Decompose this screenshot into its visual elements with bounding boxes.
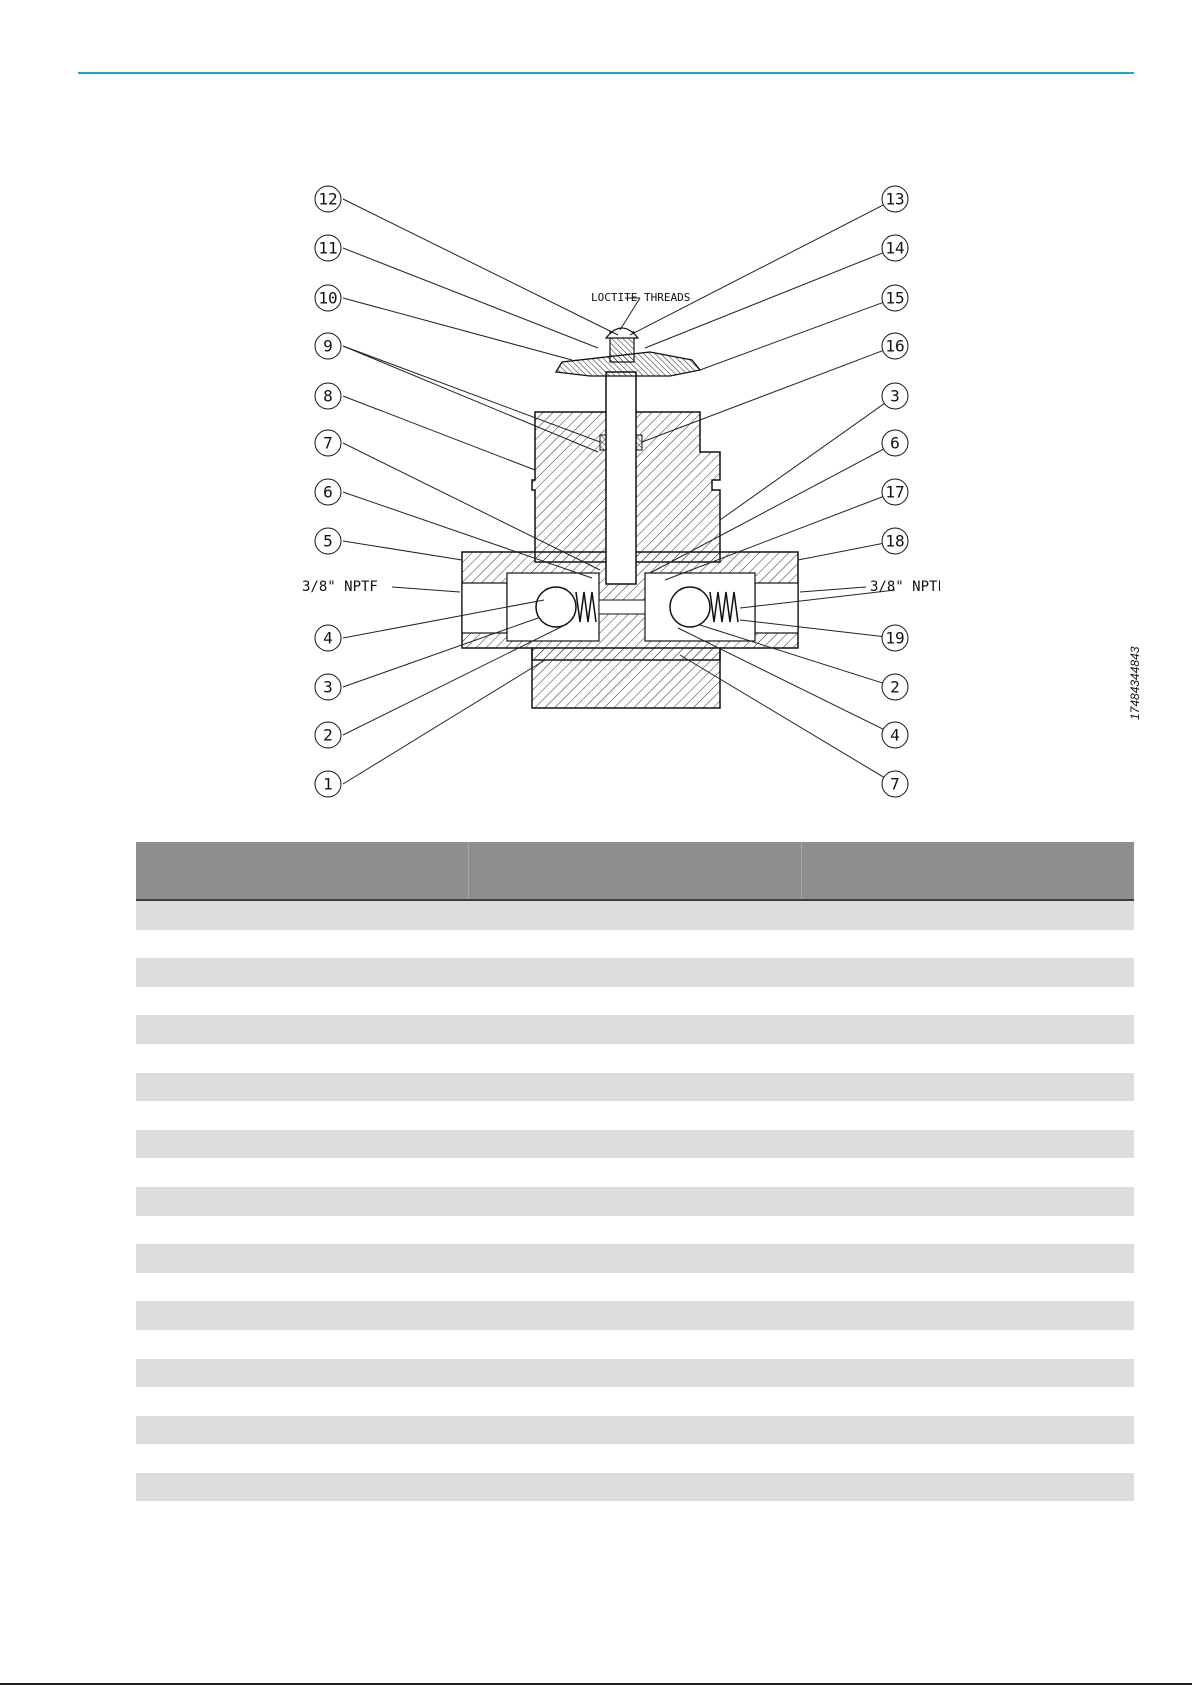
table-row bbox=[136, 1473, 1134, 1502]
svg-text:13: 13 bbox=[885, 189, 905, 209]
table-cell bbox=[136, 1301, 469, 1330]
table-cell bbox=[801, 1216, 1134, 1245]
table-row bbox=[136, 1416, 1134, 1445]
callout-bubble bbox=[882, 625, 908, 651]
callout-bubble bbox=[882, 771, 908, 797]
table-cell bbox=[469, 1273, 802, 1302]
table-row bbox=[136, 1158, 1134, 1187]
table-cell bbox=[136, 1387, 469, 1416]
svg-text:17: 17 bbox=[885, 482, 905, 502]
table-cell bbox=[801, 1158, 1134, 1187]
callout-bubble bbox=[315, 186, 341, 212]
table-header-cell bbox=[136, 842, 468, 899]
svg-text:7: 7 bbox=[890, 774, 900, 794]
packing-right bbox=[636, 435, 642, 450]
callout-bubble bbox=[315, 333, 341, 359]
table-cell bbox=[136, 1158, 469, 1187]
table-row bbox=[136, 1444, 1134, 1473]
table-cell bbox=[801, 1244, 1134, 1273]
table-cell bbox=[469, 958, 802, 987]
table-cell bbox=[136, 1444, 469, 1473]
table-cell bbox=[801, 958, 1134, 987]
callout-bubble bbox=[315, 383, 341, 409]
table-cell bbox=[136, 1101, 469, 1130]
svg-text:7: 7 bbox=[323, 433, 333, 453]
table-cell bbox=[136, 1330, 469, 1359]
table-row bbox=[136, 1359, 1134, 1388]
left-ball bbox=[536, 587, 576, 627]
table-cell bbox=[801, 1416, 1134, 1445]
table-cell bbox=[469, 1330, 802, 1359]
table-cell bbox=[136, 1187, 469, 1216]
svg-text:15: 15 bbox=[885, 288, 905, 308]
table-cell bbox=[469, 1301, 802, 1330]
table-row bbox=[136, 1273, 1134, 1302]
callout-bubble bbox=[315, 722, 341, 748]
table-cell bbox=[136, 987, 469, 1016]
table-cell bbox=[801, 1501, 1134, 1530]
table-cell bbox=[801, 1187, 1134, 1216]
table-cell bbox=[801, 1273, 1134, 1302]
table-body bbox=[136, 901, 1134, 1530]
table-row bbox=[136, 1387, 1134, 1416]
table-cell bbox=[801, 1473, 1134, 1502]
table-cell bbox=[469, 1416, 802, 1445]
table-cell bbox=[136, 1216, 469, 1245]
callout-bubble bbox=[315, 625, 341, 651]
table-cell bbox=[469, 1244, 802, 1273]
svg-text:6: 6 bbox=[323, 482, 333, 502]
table-cell bbox=[469, 930, 802, 959]
svg-text:10: 10 bbox=[318, 288, 338, 308]
table-cell bbox=[469, 1187, 802, 1216]
callout-bubble bbox=[882, 333, 908, 359]
svg-text:3: 3 bbox=[890, 386, 900, 406]
loctite-note: LOCTITE THREADS bbox=[591, 291, 691, 304]
svg-text:19: 19 bbox=[885, 628, 905, 648]
svg-text:4: 4 bbox=[890, 725, 900, 745]
packing-left bbox=[600, 435, 606, 450]
table-cell bbox=[136, 1015, 469, 1044]
svg-text:8: 8 bbox=[323, 386, 333, 406]
callout-bubble bbox=[882, 430, 908, 456]
svg-text:5: 5 bbox=[323, 531, 333, 551]
table-cell bbox=[136, 958, 469, 987]
table-cell bbox=[801, 987, 1134, 1016]
svg-text:6: 6 bbox=[890, 433, 900, 453]
table-row bbox=[136, 1330, 1134, 1359]
port-arrow-left bbox=[392, 587, 460, 592]
bottom-block bbox=[532, 648, 720, 708]
table-row bbox=[136, 958, 1134, 987]
table-cell bbox=[801, 1444, 1134, 1473]
stem bbox=[606, 372, 636, 584]
table-cell bbox=[469, 1130, 802, 1159]
table-cell bbox=[136, 1273, 469, 1302]
table-cell bbox=[469, 1359, 802, 1388]
svg-text:2: 2 bbox=[323, 725, 333, 745]
table-cell bbox=[801, 901, 1134, 930]
table-row bbox=[136, 930, 1134, 959]
table-row bbox=[136, 1216, 1134, 1245]
table-cell bbox=[136, 1473, 469, 1502]
table-cell bbox=[469, 1473, 802, 1502]
table-cell bbox=[801, 1073, 1134, 1102]
svg-text:18: 18 bbox=[885, 531, 905, 551]
table-header-cell bbox=[468, 842, 801, 899]
table-cell bbox=[136, 1359, 469, 1388]
table-cell bbox=[801, 1101, 1134, 1130]
table-cell bbox=[469, 1158, 802, 1187]
table-header-cell bbox=[801, 842, 1134, 899]
table-cell bbox=[136, 1073, 469, 1102]
table-cell bbox=[136, 1044, 469, 1073]
svg-text:2: 2 bbox=[890, 677, 900, 697]
callout-bubble bbox=[882, 528, 908, 554]
callout-group-left bbox=[315, 186, 341, 797]
table-cell bbox=[801, 1130, 1134, 1159]
callout-bubble bbox=[315, 430, 341, 456]
table-row bbox=[136, 1044, 1134, 1073]
table-cell bbox=[136, 1130, 469, 1159]
table-row bbox=[136, 1073, 1134, 1102]
table-cell bbox=[136, 1244, 469, 1273]
callout-bubble bbox=[315, 528, 341, 554]
table-cell bbox=[801, 1015, 1134, 1044]
table-cell bbox=[469, 987, 802, 1016]
table-row bbox=[136, 1301, 1134, 1330]
table-row bbox=[136, 1501, 1134, 1530]
table-cell bbox=[801, 1387, 1134, 1416]
table-cell bbox=[801, 1301, 1134, 1330]
valve-cross-section-drawing bbox=[300, 180, 940, 800]
table-cell bbox=[469, 901, 802, 930]
parts-table bbox=[136, 842, 1134, 1530]
table-cell bbox=[469, 1044, 802, 1073]
table-cell bbox=[136, 1416, 469, 1445]
callout-bubble bbox=[882, 285, 908, 311]
callout-bubble bbox=[315, 674, 341, 700]
table-row bbox=[136, 1015, 1134, 1044]
callout-bubble bbox=[882, 235, 908, 261]
table-cell bbox=[801, 1359, 1134, 1388]
right-ball bbox=[670, 587, 710, 627]
document-id: 17484344843 bbox=[1128, 646, 1142, 720]
table-row bbox=[136, 901, 1134, 930]
svg-text:14: 14 bbox=[885, 238, 905, 258]
table-cell bbox=[469, 1101, 802, 1130]
port-label-left: 3/8" NPTF bbox=[302, 579, 378, 595]
svg-text:11: 11 bbox=[318, 238, 338, 258]
table-cell bbox=[469, 1501, 802, 1530]
table-cell bbox=[801, 1330, 1134, 1359]
callout-bubble bbox=[315, 235, 341, 261]
port-label-right: 3/8" NPTF bbox=[870, 579, 940, 595]
table-cell bbox=[136, 1501, 469, 1530]
table-row bbox=[136, 987, 1134, 1016]
callout-bubble bbox=[882, 479, 908, 505]
table-cell bbox=[469, 1387, 802, 1416]
callout-bubble bbox=[882, 674, 908, 700]
port-arrow-right bbox=[800, 587, 866, 592]
table-cell bbox=[469, 1015, 802, 1044]
header-rule bbox=[78, 72, 1134, 74]
svg-text:3: 3 bbox=[323, 677, 333, 697]
center-passage bbox=[599, 600, 645, 614]
table-row bbox=[136, 1130, 1134, 1159]
table-cell bbox=[469, 1444, 802, 1473]
callout-bubble bbox=[315, 479, 341, 505]
table-row bbox=[136, 1244, 1134, 1273]
svg-text:1: 1 bbox=[323, 774, 333, 794]
callout-group-right bbox=[882, 186, 908, 797]
svg-text:12: 12 bbox=[318, 189, 338, 209]
table-header bbox=[136, 842, 1134, 901]
svg-text:16: 16 bbox=[885, 336, 905, 356]
valve-drawing-svg bbox=[300, 180, 940, 800]
table-cell bbox=[469, 1216, 802, 1245]
table-cell bbox=[136, 901, 469, 930]
callout-bubble bbox=[882, 186, 908, 212]
table-cell bbox=[801, 930, 1134, 959]
svg-text:9: 9 bbox=[323, 336, 333, 356]
table-cell bbox=[136, 930, 469, 959]
callout-bubble bbox=[315, 285, 341, 311]
callout-bubble bbox=[882, 722, 908, 748]
table-row bbox=[136, 1187, 1134, 1216]
callout-bubble bbox=[882, 383, 908, 409]
table-cell bbox=[801, 1044, 1134, 1073]
svg-text:4: 4 bbox=[323, 628, 333, 648]
callout-bubble bbox=[315, 771, 341, 797]
table-cell bbox=[469, 1073, 802, 1102]
table-row bbox=[136, 1101, 1134, 1130]
